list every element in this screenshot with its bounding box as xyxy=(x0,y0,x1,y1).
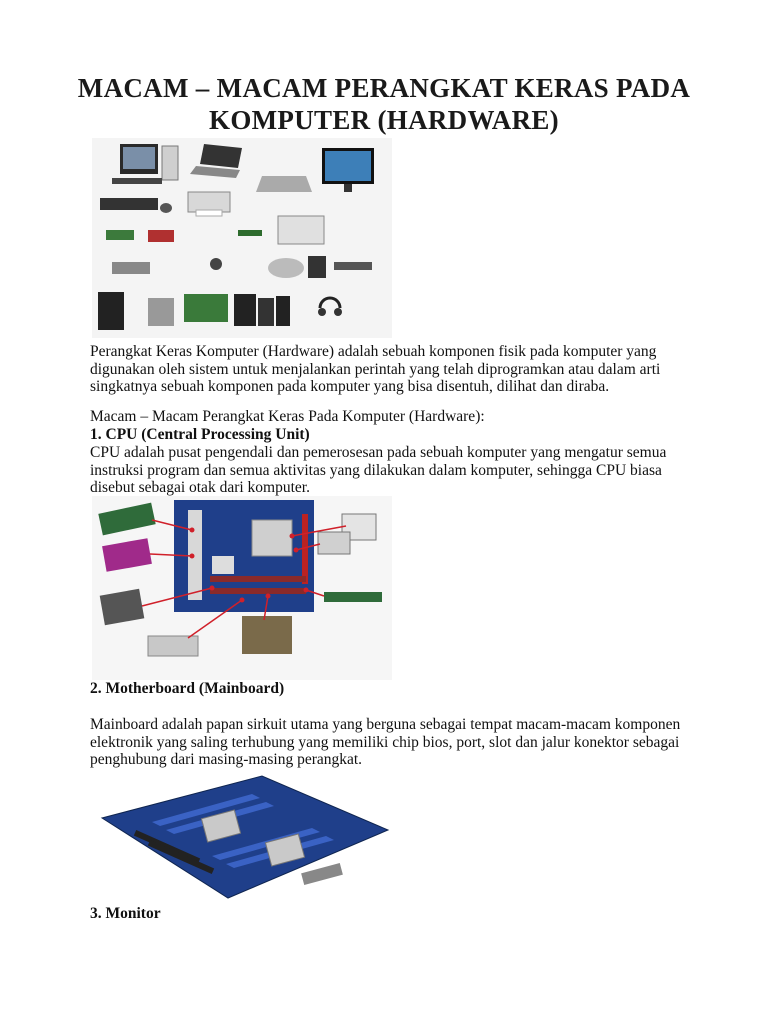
section-1-heading: 1. CPU (Central Processing Unit) xyxy=(90,426,310,443)
section-3-heading: 3. Monitor xyxy=(90,905,161,922)
section-2-body: Mainboard adalah papan sirkuit utama yang berguna sebagai tempat macam-macam komponen elektronik yang saling terhubung yang memiliki chip bios, port, slot dan jalur konektor sebagai penghubung dari masing-masing perangkat. xyxy=(90,716,681,768)
intro-paragraph: Perangkat Keras Komputer (Hardware) adalah sebuah komponen fisik pada komputer yang digunakan oleh sistem untuk menjalankan perintah yang telah diprogramkan atau dalam arti singkatnya sebuah komponen pada komputer yang bisa disentuh, dilihat dan diraba. xyxy=(90,343,661,395)
list-intro: Macam – Macam Perangkat Keras Pada Komputer (Hardware): xyxy=(90,408,485,425)
section-2-heading: 2. Motherboard (Mainboard) xyxy=(90,680,285,697)
hardware-collage-image xyxy=(92,138,392,338)
motherboard-components-image xyxy=(92,496,392,680)
section-1-body: CPU adalah pusat pengendali dan pemerosesan pada sebuah komputer yang mengatur semua instruksi program dan semua aktivitas yang dilakukan dalam komputer, sehingga CPU biasa disebut sebagai otak dari komputer. xyxy=(90,444,667,496)
server-motherboard-image xyxy=(92,772,392,904)
page-title: MACAM – MACAM PERANGKAT KERAS PADA KOMPUTER (HARDWARE) xyxy=(77,73,691,135)
